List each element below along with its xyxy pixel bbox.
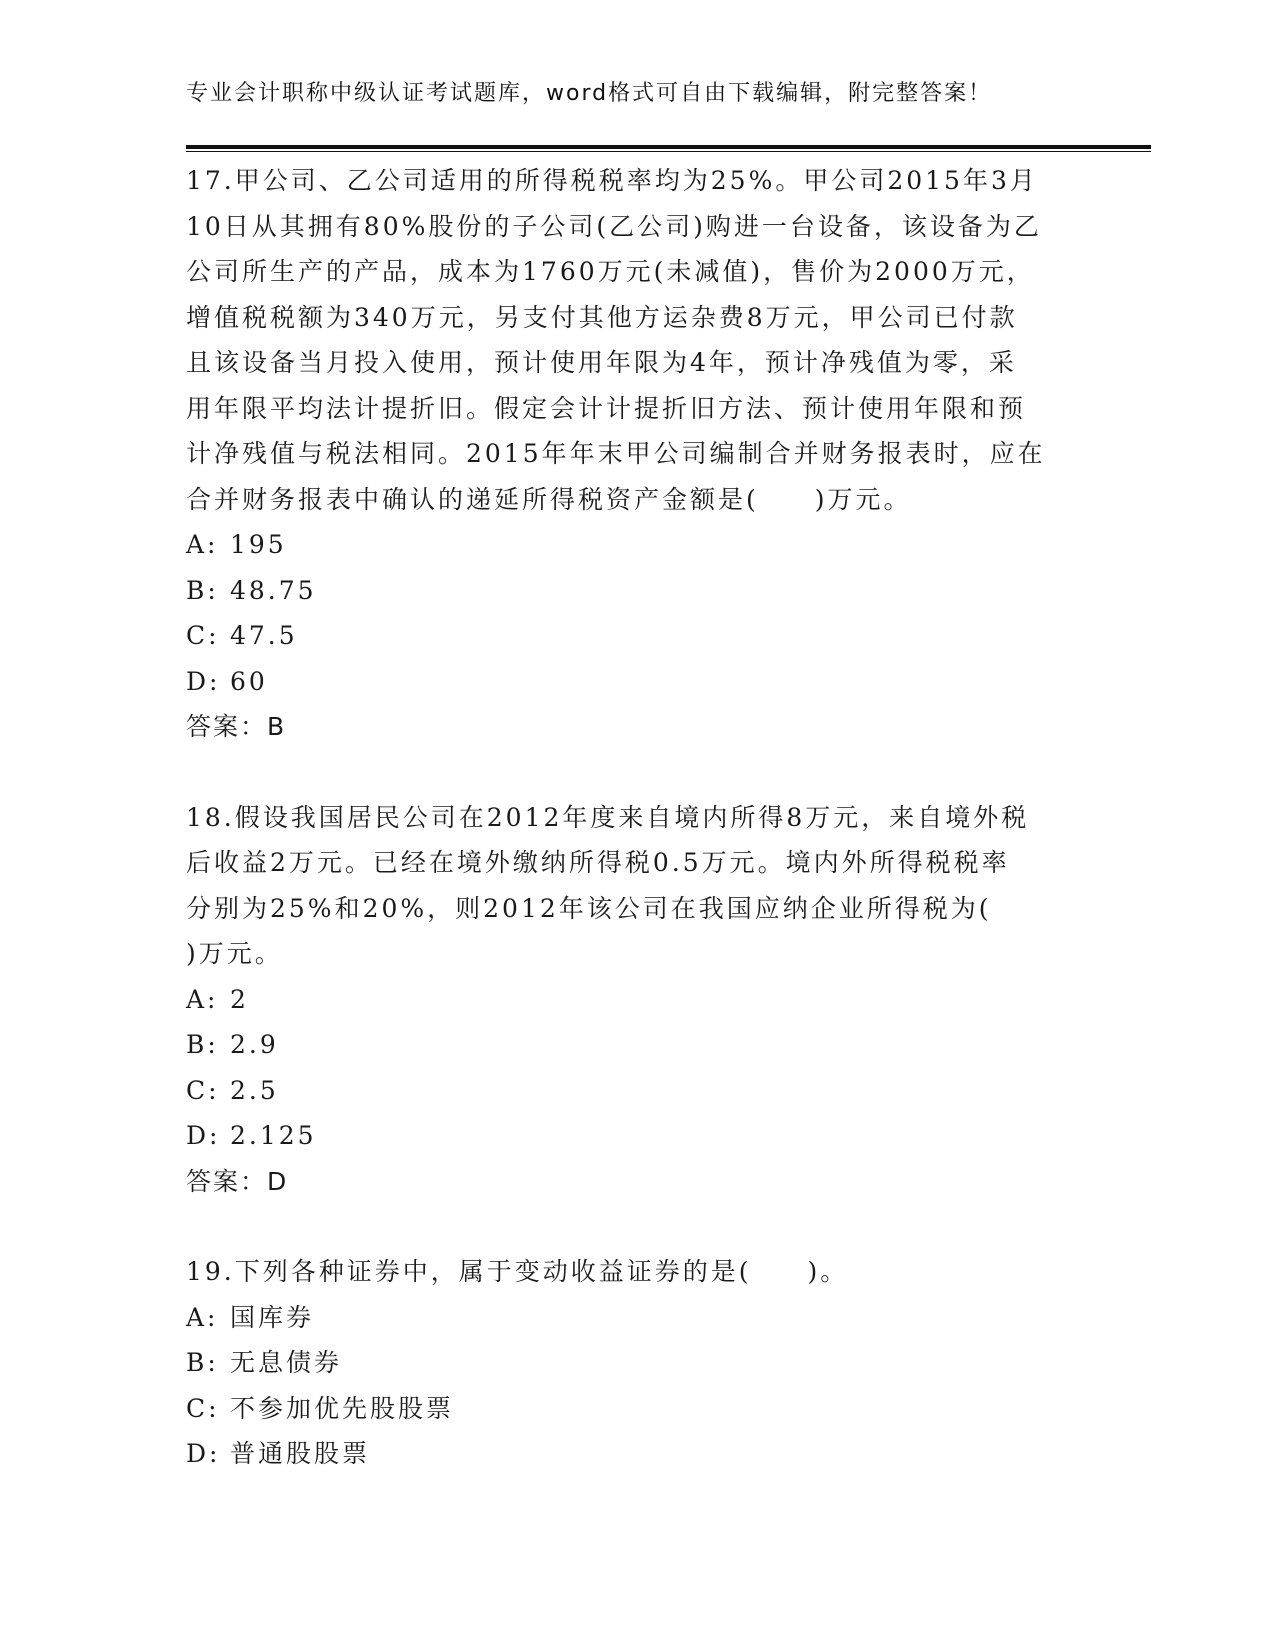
option-key: A: [186,1302,219,1332]
header-divider-thick [186,145,1151,149]
option-b [186,1022,1066,1068]
question-line: 计净残值与税法相同。2015年年末甲公司编制合并财务报表时，应在 [186,439,1046,468]
option-key: D: [186,1439,221,1468]
question-line: 10日从其拥有80%股份的子公司(乙公司)购进一台设备，该设备为乙 [186,211,1042,241]
option-a [186,522,1066,568]
option-key: B: [186,1030,219,1059]
option-value: 不参加优先股股票 [230,1393,455,1423]
option-d [186,659,1066,705]
question-line: 19.下列各种证券中，属于变动收益证券的是( )。 [186,1257,849,1286]
question-text [186,158,1066,522]
question-line: 且该设备当月投入使用，预计使用年限为4年，预计净残值为零，采 [186,348,1017,377]
option-key: C: [186,1393,220,1423]
question-line: 18.假设我国居民公司在2012年度来自境内所得8万元，来自境外税 [186,802,1030,832]
option-a [186,977,1066,1023]
header-divider-thin [186,151,1151,152]
option-key: D: [186,666,221,696]
option-value: 国库券 [230,1302,315,1332]
option-value: 60 [230,666,268,696]
option-value: 普通股股票 [230,1439,371,1468]
question-line: 增值税税额为340万元，另支付其他方运杂费8万元，甲公司已付款 [186,302,1018,332]
option-value: 195 [230,530,287,559]
spacer [186,1204,1066,1249]
option-d [186,1113,1066,1159]
option-value: 48.75 [230,575,317,605]
question-line: 用年限平均法计提折旧。假定会计计提折旧方法、预计使用年限和预 [186,393,1027,423]
option-value: 47.5 [230,621,298,650]
option-key: D: [186,1121,221,1150]
question-line: 公司所生产的产品，成本为1760万元(未减值)，售价为2000万元， [186,257,1035,286]
option-b [186,1340,1066,1386]
option-c [186,1068,1066,1114]
option-key: B: [186,1348,219,1377]
option-key: A: [186,984,219,1014]
answer: 答案：B [186,712,287,741]
option-key: A: [186,530,219,559]
question-line: 17.甲公司、乙公司适用的所得税税率均为25%。甲公司2015年3月 [186,166,1038,195]
option-key: C: [186,621,220,650]
question-line: )万元。 [186,939,283,968]
question-line: 分别为25%和20%，则2012年该公司在我国应纳企业所得税为( [186,893,992,923]
option-b [186,568,1066,614]
question-list [186,158,1066,1477]
question-text [186,795,1066,977]
option-value: 2.125 [230,1121,317,1150]
option-key: C: [186,1075,220,1105]
option-value: 无息债券 [230,1348,343,1377]
option-key: B: [186,575,219,605]
option-d [186,1431,1066,1477]
question-line: 后收益2万元。已经在境外缴纳所得税0.5万元。境内外所得税税率 [186,848,1010,877]
option-value: 2.5 [230,1075,279,1105]
question-17 [186,158,1066,750]
option-c [186,1386,1066,1432]
spacer [186,750,1066,795]
option-a [186,1295,1066,1341]
option-c [186,613,1066,659]
question-19 [186,1249,1066,1477]
question-18 [186,795,1066,1205]
option-value: 2.9 [230,1030,279,1059]
question-text [186,1249,1066,1295]
option-value: 2 [230,984,249,1014]
page-header: 专业会计职称中级认证考试题库，word格式可自由下载编辑，附完整答案！ [186,81,993,106]
question-line: 合并财务报表中确认的递延所得税资产金额是( )万元。 [186,484,912,514]
answer: 答案：D [186,1166,289,1196]
